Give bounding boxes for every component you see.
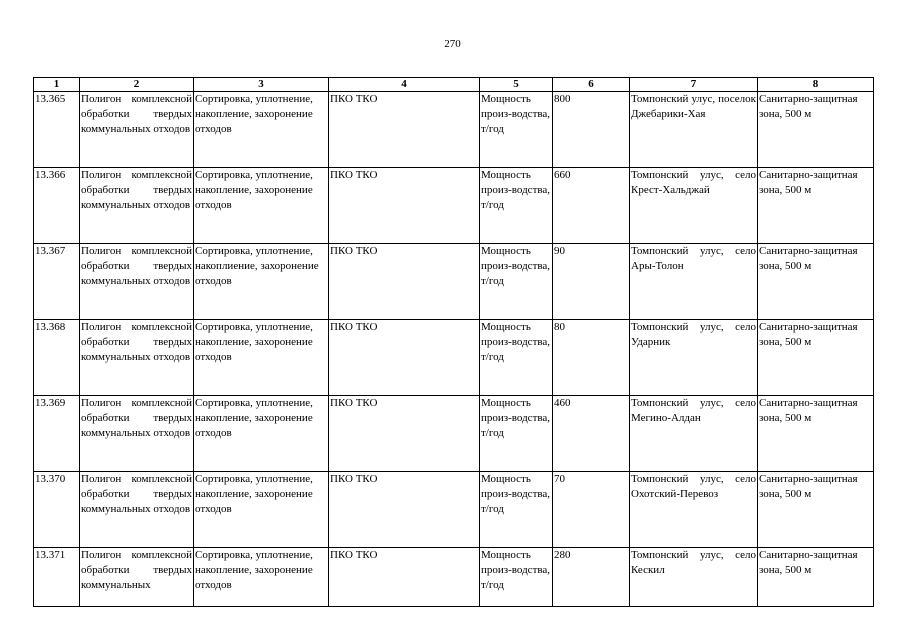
cell-object-type: ПКО ТКО <box>329 396 480 472</box>
cell-object-name: Полигон комплексной обработки твердых коммунальных отходов <box>80 396 194 472</box>
cell-parameter: Мощность произ-водства, т/год <box>480 472 553 548</box>
cell-value: 460 <box>553 396 630 472</box>
cell-object-type: ПКО ТКО <box>329 168 480 244</box>
cell-location: Томпонский улус, поселок Джебарики-Хая <box>630 92 758 168</box>
cell-zone: Санитарно-защитная зона, 500 м <box>758 244 874 320</box>
cell-number: 13.366 <box>34 168 80 244</box>
cell-object-type: ПКО ТКО <box>329 244 480 320</box>
cell-operations: Сортировка, уплотнение, накопление, захоронение отходов <box>194 472 329 548</box>
cell-number: 13.370 <box>34 472 80 548</box>
cell-zone: Санитарно-защитная зона, 500 м <box>758 548 874 607</box>
cell-object-name: Полигон комплексной обработки твердых коммунальных отходов <box>80 320 194 396</box>
column-header: 7 <box>630 78 758 92</box>
cell-parameter: Мощность произ-водства, т/год <box>480 548 553 607</box>
cell-number: 13.365 <box>34 92 80 168</box>
cell-object-name: Полигон комплексной обработки твердых коммунальных отходов <box>80 92 194 168</box>
page-number: 270 <box>444 38 461 50</box>
cell-parameter: Мощность произ-водства, т/год <box>480 320 553 396</box>
column-header: 8 <box>758 78 874 92</box>
column-header: 1 <box>34 78 80 92</box>
column-header: 2 <box>80 78 194 92</box>
cell-operations: Сортировка, уплотнение, накопление, захоронение отходов <box>194 168 329 244</box>
table-row <box>34 92 874 168</box>
cell-object-name: Полигон комплексной обработки твердых коммунальных <box>80 548 194 607</box>
cell-value: 90 <box>553 244 630 320</box>
cell-value: 70 <box>553 472 630 548</box>
cell-zone: Санитарно-защитная зона, 500 м <box>758 472 874 548</box>
cell-parameter: Мощность произ-водства, т/год <box>480 396 553 472</box>
cell-location: Томпонский улус, село Ары-Толон <box>630 244 758 320</box>
table-row <box>34 244 874 320</box>
cell-zone: Санитарно-защитная зона, 500 м <box>758 320 874 396</box>
cell-object-type: ПКО ТКО <box>329 472 480 548</box>
cell-location: Томпонский улус, село Мегино-Алдан <box>630 396 758 472</box>
cell-parameter: Мощность произ-водства, т/год <box>480 92 553 168</box>
cell-zone: Санитарно-защитная зона, 500 м <box>758 396 874 472</box>
column-header: 5 <box>480 78 553 92</box>
registry-table <box>33 77 874 607</box>
table-row <box>34 320 874 396</box>
cell-value: 280 <box>553 548 630 607</box>
table-row <box>34 396 874 472</box>
column-header: 3 <box>194 78 329 92</box>
table-row <box>34 548 874 607</box>
cell-location: Томпонский улус, село Охотский-Перевоз <box>630 472 758 548</box>
cell-number: 13.369 <box>34 396 80 472</box>
cell-operations: Сортировка, уплотнение, накопление, захоронение отходов <box>194 548 329 607</box>
cell-location: Томпонский улус, село Кескил <box>630 548 758 607</box>
cell-object-name: Полигон комплексной обработки твердых коммунальных отходов <box>80 472 194 548</box>
cell-object-type: ПКО ТКО <box>329 548 480 607</box>
table-row <box>34 472 874 548</box>
cell-operations: Сортировка, уплотнение, накоплиение, захоронение отходов <box>194 244 329 320</box>
cell-object-type: ПКО ТКО <box>329 92 480 168</box>
cell-number: 13.371 <box>34 548 80 607</box>
cell-operations: Сортировка, уплотнение, накопление, захоронение отходов <box>194 396 329 472</box>
cell-value: 80 <box>553 320 630 396</box>
cell-parameter: Мощность произ-водства, т/год <box>480 168 553 244</box>
header-row <box>34 78 874 92</box>
cell-parameter: Мощность произ-водства, т/год <box>480 244 553 320</box>
cell-zone: Санитарно-защитная зона, 500 м <box>758 168 874 244</box>
cell-operations: Сортировка, уплотнение, накопление, захоронение отходов <box>194 320 329 396</box>
cell-zone: Санитарно-защитная зона, 500 м <box>758 92 874 168</box>
cell-value: 660 <box>553 168 630 244</box>
cell-location: Томпонский улус, село Ударник <box>630 320 758 396</box>
cell-object-name: Полигон комплексной обработки твердых коммунальных отходов <box>80 244 194 320</box>
cell-operations: Сортировка, уплотнение, накопление, захоронение отходов <box>194 92 329 168</box>
cell-value: 800 <box>553 92 630 168</box>
column-header: 4 <box>329 78 480 92</box>
table-row <box>34 168 874 244</box>
cell-object-name: Полигон комплексной обработки твердых коммунальных отходов <box>80 168 194 244</box>
column-header: 6 <box>553 78 630 92</box>
cell-number: 13.368 <box>34 320 80 396</box>
cell-number: 13.367 <box>34 244 80 320</box>
cell-object-type: ПКО ТКО <box>329 320 480 396</box>
cell-location: Томпонский улус, село Крест-Хальджай <box>630 168 758 244</box>
